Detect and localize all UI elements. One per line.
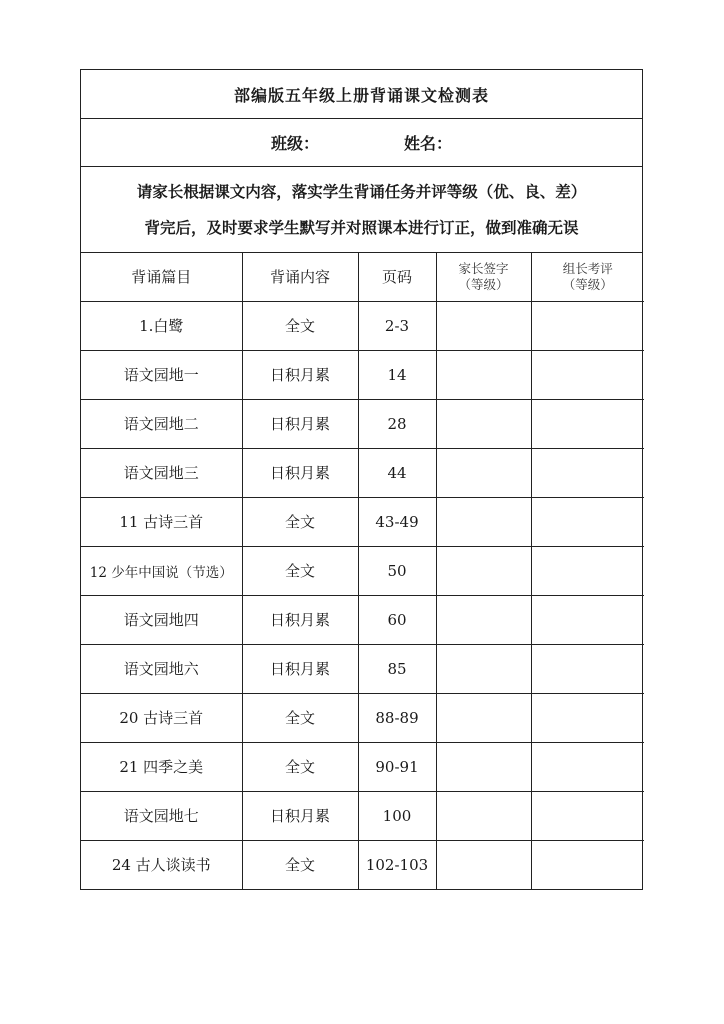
table-row <box>81 791 644 840</box>
table-row <box>81 693 644 742</box>
cell-page: 88-89 <box>358 693 436 742</box>
cell-content: 全文 <box>242 840 358 889</box>
cell-title: 21 四季之美 <box>81 742 242 791</box>
cell-leader-evaluation[interactable] <box>531 791 644 840</box>
header-leader-line2: （等级） <box>562 276 613 292</box>
cell-leader-evaluation[interactable] <box>531 742 644 791</box>
name-label: 姓名： <box>404 134 453 153</box>
header-title: 背诵篇目 <box>81 253 242 301</box>
table-row <box>81 399 644 448</box>
cell-leader-evaluation[interactable] <box>531 644 644 693</box>
recitation-table <box>81 253 644 889</box>
cell-parent-signature[interactable] <box>436 840 531 889</box>
cell-content: 全文 <box>242 546 358 595</box>
cell-page: 44 <box>358 448 436 497</box>
cell-page: 102-103 <box>358 840 436 889</box>
cell-parent-signature[interactable] <box>436 399 531 448</box>
cell-parent-signature[interactable] <box>436 693 531 742</box>
instructions-band <box>81 167 642 253</box>
table-row <box>81 840 644 889</box>
cell-leader-evaluation[interactable] <box>531 497 644 546</box>
class-label: 班级： <box>270 134 319 153</box>
cell-parent-signature[interactable] <box>436 448 531 497</box>
header-parent-line1: 家长签字 <box>458 260 509 276</box>
cell-page: 43-49 <box>358 497 436 546</box>
cell-leader-evaluation[interactable] <box>531 546 644 595</box>
header-content: 背诵内容 <box>242 253 358 301</box>
instruction-line-1: 请家长根据课文内容，落实学生背诵任务并评等级（优、良、差） <box>136 181 587 201</box>
header-leader-line1: 组长考评 <box>562 260 613 276</box>
cell-content: 日积月累 <box>242 350 358 399</box>
cell-title: 语文园地七 <box>81 791 242 840</box>
table-row <box>81 644 644 693</box>
cell-title: 语文园地六 <box>81 644 242 693</box>
table-row <box>81 595 644 644</box>
cell-content: 全文 <box>242 497 358 546</box>
cell-content: 全文 <box>242 693 358 742</box>
cell-page: 50 <box>358 546 436 595</box>
cell-title: 语文园地一 <box>81 350 242 399</box>
cell-parent-signature[interactable] <box>436 595 531 644</box>
cell-parent-signature[interactable] <box>436 497 531 546</box>
table-body <box>81 301 644 889</box>
cell-title: 1.白鹭 <box>81 301 242 350</box>
cell-title: 11 古诗三首 <box>81 497 242 546</box>
sheet-title: 部编版五年级上册背诵课文检测表 <box>233 85 489 105</box>
cell-leader-evaluation[interactable] <box>531 840 644 889</box>
cell-title: 12 少年中国说（节选） <box>81 546 242 595</box>
table-row <box>81 497 644 546</box>
cell-title: 20 古诗三首 <box>81 693 242 742</box>
cell-page: 90-91 <box>358 742 436 791</box>
cell-page: 2-3 <box>358 301 436 350</box>
cell-leader-evaluation[interactable] <box>531 399 644 448</box>
cell-content: 日积月累 <box>242 399 358 448</box>
cell-content: 日积月累 <box>242 595 358 644</box>
cell-content: 日积月累 <box>242 644 358 693</box>
table-row <box>81 448 644 497</box>
cell-title: 语文园地四 <box>81 595 242 644</box>
cell-page: 85 <box>358 644 436 693</box>
cell-page: 14 <box>358 350 436 399</box>
cell-leader-evaluation[interactable] <box>531 693 644 742</box>
sheet-title-band <box>81 70 642 119</box>
header-parent-signature <box>436 253 531 301</box>
cell-content: 全文 <box>242 742 358 791</box>
cell-title: 语文园地三 <box>81 448 242 497</box>
table-header-row <box>81 253 644 301</box>
cell-leader-evaluation[interactable] <box>531 448 644 497</box>
cell-page: 60 <box>358 595 436 644</box>
cell-parent-signature[interactable] <box>436 546 531 595</box>
recitation-check-sheet <box>80 69 643 890</box>
header-page: 页码 <box>358 253 436 301</box>
cell-parent-signature[interactable] <box>436 644 531 693</box>
cell-content: 全文 <box>242 301 358 350</box>
table-row <box>81 742 644 791</box>
header-parent-line2: （等级） <box>458 276 509 292</box>
cell-parent-signature[interactable] <box>436 350 531 399</box>
cell-parent-signature[interactable] <box>436 791 531 840</box>
cell-leader-evaluation[interactable] <box>531 350 644 399</box>
table-row <box>81 350 644 399</box>
header-leader-evaluation <box>531 253 644 301</box>
table-row <box>81 301 644 350</box>
cell-page: 100 <box>358 791 436 840</box>
cell-parent-signature[interactable] <box>436 742 531 791</box>
cell-title: 24 古人谈读书 <box>81 840 242 889</box>
cell-leader-evaluation[interactable] <box>531 595 644 644</box>
cell-leader-evaluation[interactable] <box>531 301 644 350</box>
instruction-line-2: 背完后，及时要求学生默写并对照课本进行订正，做到准确无误 <box>144 217 579 237</box>
cell-title: 语文园地二 <box>81 399 242 448</box>
student-info-band <box>81 119 642 167</box>
cell-parent-signature[interactable] <box>436 301 531 350</box>
cell-content: 日积月累 <box>242 791 358 840</box>
cell-content: 日积月累 <box>242 448 358 497</box>
cell-page: 28 <box>358 399 436 448</box>
table-row <box>81 546 644 595</box>
